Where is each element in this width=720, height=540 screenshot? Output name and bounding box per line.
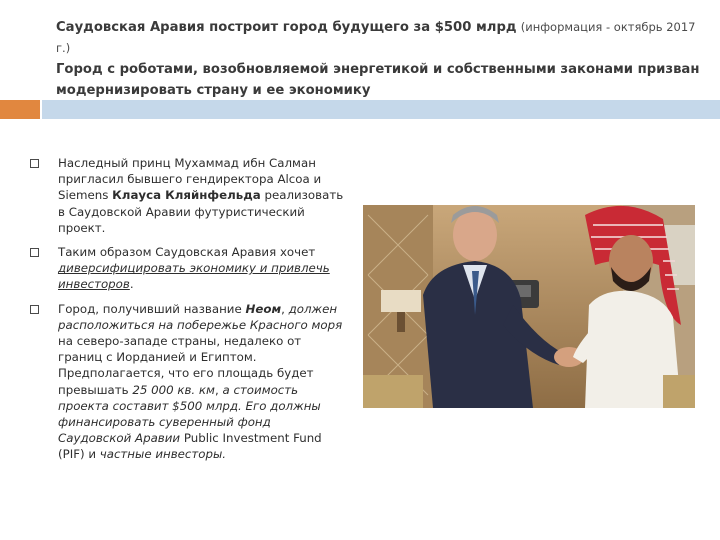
city-name: Неом <box>245 301 282 316</box>
bullet-italic: частные инвесторы. <box>99 447 227 462</box>
bullet-item <box>30 155 345 236</box>
bullet-text: , <box>214 382 223 397</box>
square-bullet-icon <box>30 248 39 257</box>
bullet-list <box>30 155 345 463</box>
handshake-photo <box>363 205 695 408</box>
title-date-note: (информация - октябрь 2017 г.) <box>56 20 696 55</box>
square-bullet-icon <box>30 159 39 168</box>
bullet-item <box>30 301 345 463</box>
title-subtitle: Город с роботами, возобновляемой энергетикой и собственными законами призван модернизировать страну и ее экономику <box>56 62 700 98</box>
bullet-text: реализовать в Саудовской Аравии футуристический проект. <box>58 188 344 235</box>
square-bullet-icon <box>30 305 39 314</box>
bullet-item <box>30 244 345 293</box>
title-main: Саудовская Аравия построит город будущего за $500 млрд <box>56 20 517 35</box>
bullet-text: . <box>129 277 134 292</box>
slide-title <box>56 17 706 101</box>
bullet-name-bold: Клауса Кляйнфельда <box>112 188 261 203</box>
bullet-link-text[interactable]: диверсифицировать экономику и привлечь инвесторов <box>58 261 330 292</box>
accent-bar-divider <box>40 100 42 119</box>
bullet-text: Город, получивший название <box>58 301 246 316</box>
bullet-italic: а стоимость проекта составит $500 млрд. Его должны финансировать суверенный фонд Саудовской Аравии <box>58 382 321 446</box>
bullet-text: Таким образом Саудовская Аравия хочет <box>58 245 316 260</box>
bullet-italic: 25 000 кв. км <box>132 382 215 397</box>
photo-illustration <box>363 205 695 408</box>
bullet-italic: должен расположиться на побережье Красного моря <box>58 301 343 332</box>
bullet-text: на северо-западе страны, недалеко от границ с Иорданией и Египтом. Предполагается, что его площадь будет превышать <box>58 334 314 397</box>
accent-bar-orange <box>0 100 40 119</box>
accent-bar-blue <box>40 100 720 119</box>
bullet-text: , <box>281 301 289 316</box>
bullet-text: Наследный принц Мухаммад ибн Салман пригласил бывшего гендиректора Alcoa и Siemens <box>58 156 322 203</box>
bullet-text: Public Investment Fund (PIF) и <box>58 431 322 462</box>
